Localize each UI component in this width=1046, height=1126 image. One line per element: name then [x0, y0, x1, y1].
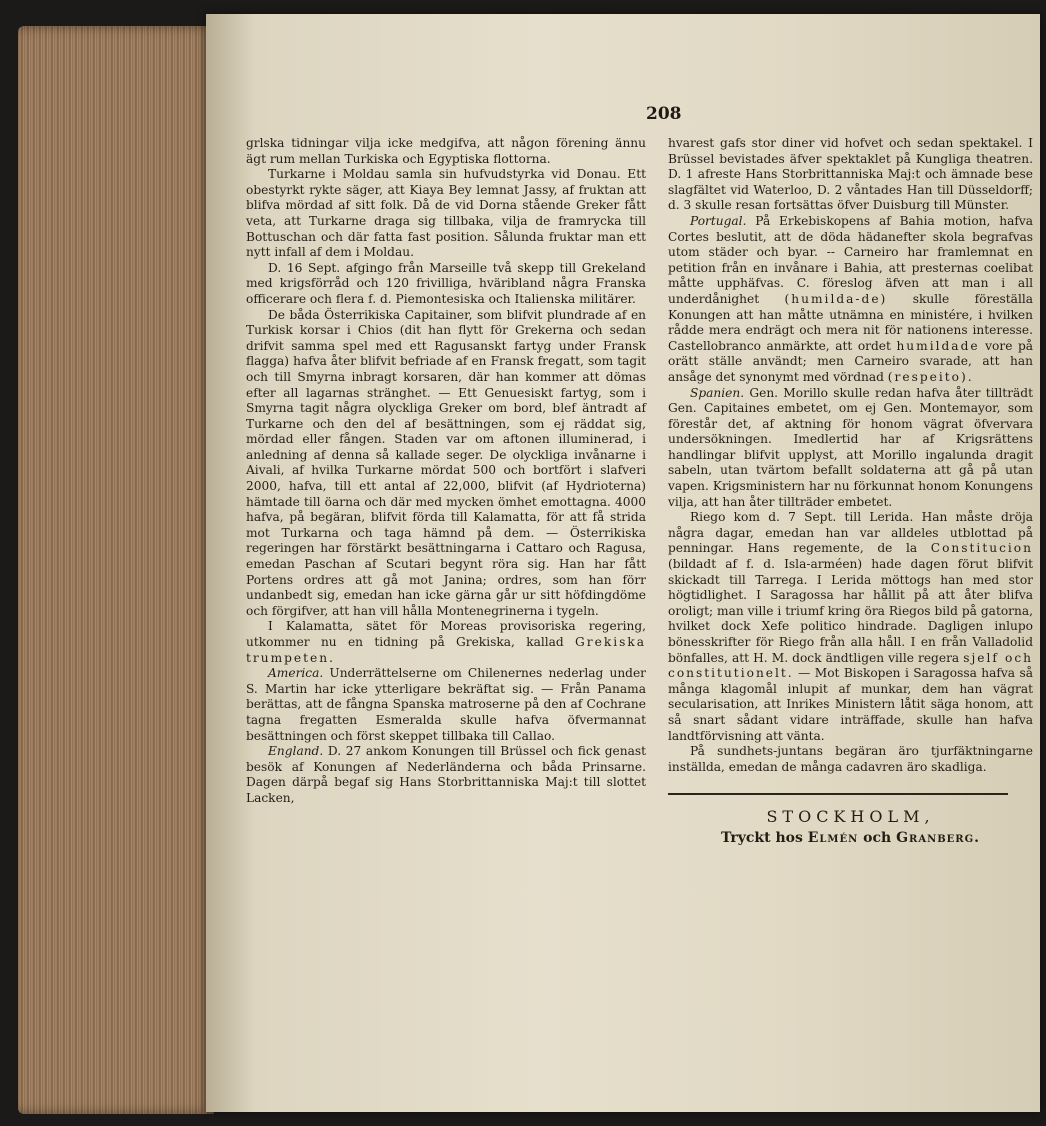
riego-text-e: — Mot Biskopen i Saragossa hafva så många klagomål inlupit af munkar, dem han vägrat secularisation, att Inrikes Ministern låtit säga honom, att så snart sådant vidare inträffade, skulle han hafva landtförvisning att vänta.	[668, 666, 1033, 743]
paragraph-kalamatta	[246, 619, 646, 666]
portugal-text-d: humildade	[896, 338, 980, 353]
kalamatta-text: I Kalamatta, sätet för Moreas provisoriska regering, utkommer nu en tidning på Grekiska, kallad	[246, 619, 646, 649]
right-column	[668, 136, 1033, 847]
imprint-city: STOCKHOLM,	[766, 807, 935, 827]
spanien-text: Gen. Morillo skulle redan hafva åter tillträdt Gen. Capitaines embetet, om ej Gen. Montemayor, som förestår det, af aktning för honom vägrat öfvervara undersökningen. Imedlertid har af Krigsrättens handlingar blifvit upplyst, att Morillo ingalunda dragit sabeln, utan tvärtom befallt soldaterna att gå på utan vapen. Krigsministern har nu förkunnat honom Konungens vilja, att han åter tillträder embetet.	[668, 385, 1033, 509]
imprint-printer-2: Granberg.	[896, 829, 981, 846]
heading-america: America.	[268, 666, 324, 681]
paragraph-spanien	[668, 386, 1033, 511]
paragraph-england	[246, 744, 646, 806]
page-number: 208	[646, 104, 682, 124]
paragraph-austrian-captains: De båda Österrikiska Capitainer, som blifvit plundrade af en Turkisk korsar i Chios (dit han flytt för Grekerna och sedan drifvit samma spel med ett Ragusanskt fartyg under Fransk flagga) hafva åter blifvit befriade af en Fransk fregatt, som tagit och till Smyrna inbragt korsaren, där han kommer att dömas efter all lagarnas stränghet. — Ett Genuesiskt fartyg, som i Smyrna tagit några olyckliga Greker om bord, blef äntradt af Turkarne och den del af besättningen, som ej räddat sig, mördad eller fången. Staden var om aftonen illuminerad, i anledning af denna så kallade seger. De olyckliga invånarne i Aivali, af hvilka Turkarne mördat 500 och bortfört i slafveri 2000, hafva, till ett antal af 22,000, blifvit (af Hydrioterna) hämtade till öarna och där med mycken ömhet emottagna. 4000 hafva, på begäran, blifvit förda till Kalamatta, för att få strida mot Turkarna och taga hämnd på dem. — Österrikiska regeringen har förstärkt besättningarna i Cattaro och Ragusa, emedan Paschan af Scutari begynt röra sig. Han har fått Portens ordres att gå mot Janina; ordres, som han förr undanbedt sig, emedan han icke gärna går ur sitt höfdingdöme och förgifver, att han vill hålla Montenegrinerna i tygeln.	[246, 307, 646, 618]
paragraph-brussels: hvarest gafs stor diner vid hofvet och sedan spektakel. I Brüssel bevistades äfver spektaklet på Kungliga theatren. D. 1 afreste Hans Storbrittanniska Maj:t och ämnade bese slagfältet vid Waterloo, D. 2 våntades Han till Düsseldorff; d. 3 skulle resan fortsättas öfver Duisburg till Münster.	[668, 136, 1033, 213]
riego-text-c: (bildadt af f. d. Isla-arméen) hade dagen förut blifvit skickadt till Tarrega. I Lerida möttogs han med stor högtidlighet. I Saragossa har hållit på att åter blifva oroligt; man ville i triumf kring öra Riegos bild på gatorna, hvilket dock Xefe politico hindrade. Dagligen inlupo bönesskrifter för Riego från alla håll. I en från Valladolid bönfalles, att H. M. dock ändtligen ville regera	[668, 557, 1033, 665]
paragraph-america	[246, 666, 646, 744]
book-page-edges	[18, 26, 214, 1114]
imprint-printer-line	[668, 831, 1033, 847]
portugal-text-b: (humilda-de)	[784, 291, 888, 306]
paragraph-riego	[668, 510, 1033, 744]
imprint-printed-by: Tryckt hos	[720, 829, 803, 846]
portugal-text-a: På Erkebiskopens af Bahia motion, hafva Cortes beslutit, att de döda hädanefter skola begrafvas utom städer och byar. -- Carneiro har framlemnat en petition från en invånare i Bahia, att presternas coelibat måtte upphäfvas. C. föreslog äfven att man i all underdånighet	[668, 213, 1033, 306]
imprint-printer-1: Elmén	[807, 829, 859, 846]
left-column	[246, 136, 646, 807]
heading-spanien: Spanien.	[690, 385, 745, 400]
england-text: D. 27 ankom Konungen till Brüssel och fick genast besök af Konungen af Nederländerna och båda Prinsarne. Dagen därpå begaf sig Hans Storbrittanniska Maj:t till slottet Lacken,	[246, 744, 647, 805]
paragraph-sundhets: På sundhets-juntans begäran äro tjurfäktningarne inställda, emedan de många cadavren äro skadliga.	[668, 744, 1033, 774]
paragraph-greek-fleets: grlska tidningar vilja icke medgifva, att någon förening ännu ägt rum mellan Turkiska och Egyptiska flottorna.	[246, 136, 646, 166]
book-page	[206, 14, 1040, 1112]
imprint-divider	[668, 793, 1008, 795]
paragraph-portugal	[668, 214, 1033, 386]
riego-text-d: sjelf och constitutionelt.	[668, 650, 1033, 681]
imprint-conjunction: och	[863, 829, 892, 846]
newspaper-title: Grekiska trumpeten.	[246, 635, 647, 665]
portugal-text-e: vore på orätt ställe användt; men Carneiro svarade, att han ansåge det synonymt med vördnad	[668, 338, 1034, 384]
paragraph-moldau: Turkarne i Moldau samla sin hufvudstyrka vid Donau. Ett obestyrkt rykte säger, att Kiaya Bey lemnat Jassy, af fruktan att blifva mördad af sitt folk. Då de vid Dorna stående Greker fått veta, att Turkarne draga sig tillbaka, vilja de framrycka till Bottuschan och där fatta fast position. Sålunda fruktar man ett nytt infall af dem i Moldau.	[246, 167, 646, 260]
riego-text-b: Constitucion	[930, 541, 1033, 556]
heading-england: England.	[268, 744, 324, 759]
portugal-text-f: (respeito).	[887, 369, 974, 384]
riego-text-a: Riego kom d. 7 Sept. till Lerida. Han måste dröja några dagar, emedan han var alldeles utblottad på penningar. Hans regemente, de la	[668, 510, 1033, 556]
heading-portugal: Portugal.	[690, 213, 747, 228]
portugal-text-c: skulle föreställa Konungen att han måtte utnämna en ministére, i hvilken rådde mera endrägt och mera nit för nationens interesse. Castellobranco anmärkte, att ordet	[668, 291, 1034, 353]
america-text: Underrättelserne om Chilenernes nederlag under S. Martin har icke ytterligare bekräftat sig. — Från Panama berättas, att de fångna Spanska matroserne på den af Cochrane tagna fregatten Esmeralda skulle hafva öfvermannat besättningen och först skeppet tillbaka till Callao.	[246, 666, 647, 743]
paragraph-marseille: D. 16 Sept. afgingo från Marseille två skepp till Grekeland med krigsförråd och 120 frivilliga, hväribland några Franska officerare och flera f. d. Piemontesiska och Italienska militärer.	[246, 260, 646, 306]
